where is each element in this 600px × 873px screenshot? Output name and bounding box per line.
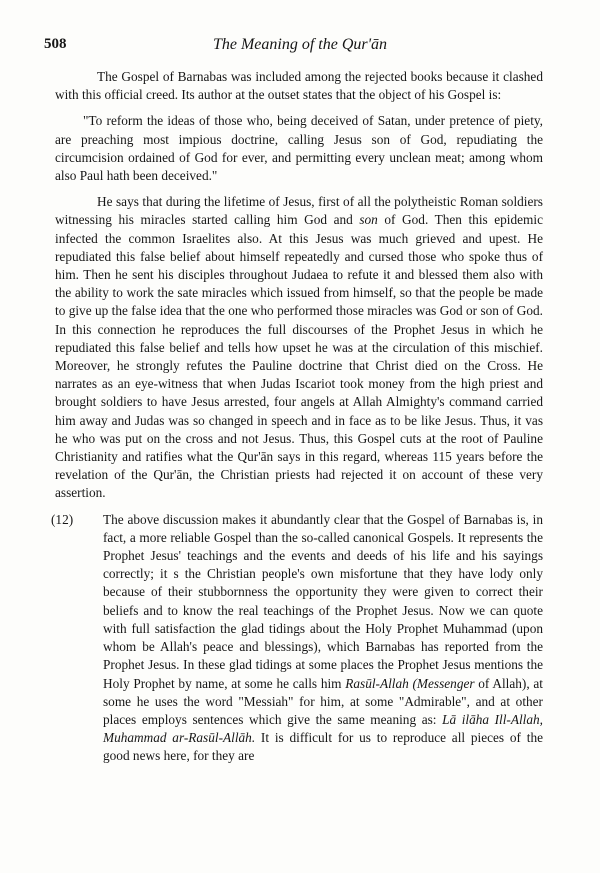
paragraph-intro: The Gospel of Barnabas was included among the rejected books because it clashed with this official creed. Its author at the outset states that the object of his Gospel is:: [55, 69, 543, 103]
p2-text-a: He says that during the lifetime of Jesus, first of all the polytheistic Roman soldiers witnessing his miracles started calling him God and: [55, 194, 543, 228]
page-number: 508: [44, 36, 67, 52]
page-header: [44, 36, 556, 58]
numbered-paragraph-12: [51, 511, 543, 766]
block-quote: "To reform the ideas of those who, being deceived of Satan, under pretence of piety, are preaching most impious doctrine, calling Jesus son of God, repudiating the circumcision ordained of God for ever, and permitting every unclean meat; among whom also Paul hath been deceived.": [55, 113, 543, 184]
p3-italic-kalima: Lā ilāha Ill-Allah, Muhammad ar-Rasūl-Allāh.: [103, 711, 543, 746]
paragraph-number: (12): [51, 511, 74, 527]
p3-text-e: It is difficult for us to reproduce all pieces of the good news here, for they are: [103, 730, 543, 764]
p3-text-c: of Allah), at some he uses the word "Messiah" for him, at some "Admirable", and at other places employs sentences which give the same meaning as:: [103, 675, 543, 727]
paragraph-barnabas-account: [55, 193, 543, 502]
running-title: The Meaning of the Qur'ān: [212, 36, 388, 53]
body-text: [51, 68, 543, 766]
p3-italic-rasul: Rasūl-Allah (Messenger: [345, 675, 475, 691]
p2-text-c: of God. Then this epidemic infected the common Israelites also. At this Jesus was much grieved and upest. He repudiated this false belief about himself repeatedly and cursed those who spoke thus of him. Then he sent his disciples throughout Judaea to refute it and blessed them also with the ability to work the sate miracles which issued from himself, so that the people be made to give up the false idea that the one who performed those miracles was God or son of God. In this connection he reproduces the full discourses of the Prophet Jesus in which he repudiated this false belief and tells how upset he was at the circulation of this mischief. Moreover, he strongly refutes the Pauline doctrine that Christ died on the Cross. He narrates as an eye-witness that when Judas Iscariot took money from the high priest and brought soldiers to have Jesus arrested, four angels at Allah Almighty's command carried him away and Judas was so changed in speech and in face as to be like Jesus. Thus, it vas he who was put on the cross and not Jesus. Thus, this Gospel cuts at the root of Pauline Christianity and ratifies what the Qur'ān says in this regard, whereas 115 years before the revelation of the Qur'ān, the Christian priests had rejected it on account of these very assertion.: [55, 212, 543, 501]
p2-italic-son: son: [359, 212, 378, 228]
p3-text-a: The above discussion makes it abundantly clear that the Gospel of Barnabas is, in fact, a more reliable Gospel than the so-called canonical Gospels. It represents the Prophet Jesus' teachings and the events and deeds of his life and his sayings correctly; it s the Christian people's own misfortune that they have lody only because of their stubbornness the opportunity they were given to correct their beliefs and to know the real teachings of the Prophet Jesus. Now we can quote with full satisfaction the glad tidings about the Holy Prophet Muhammad (upon whom be Allah's peace and blessings), which Barnabas has reported from the Prophet Jesus. In these glad tidings at some places the Prophet Jesus mentions the Holy Prophet by name, at some he calls him: [103, 511, 543, 691]
